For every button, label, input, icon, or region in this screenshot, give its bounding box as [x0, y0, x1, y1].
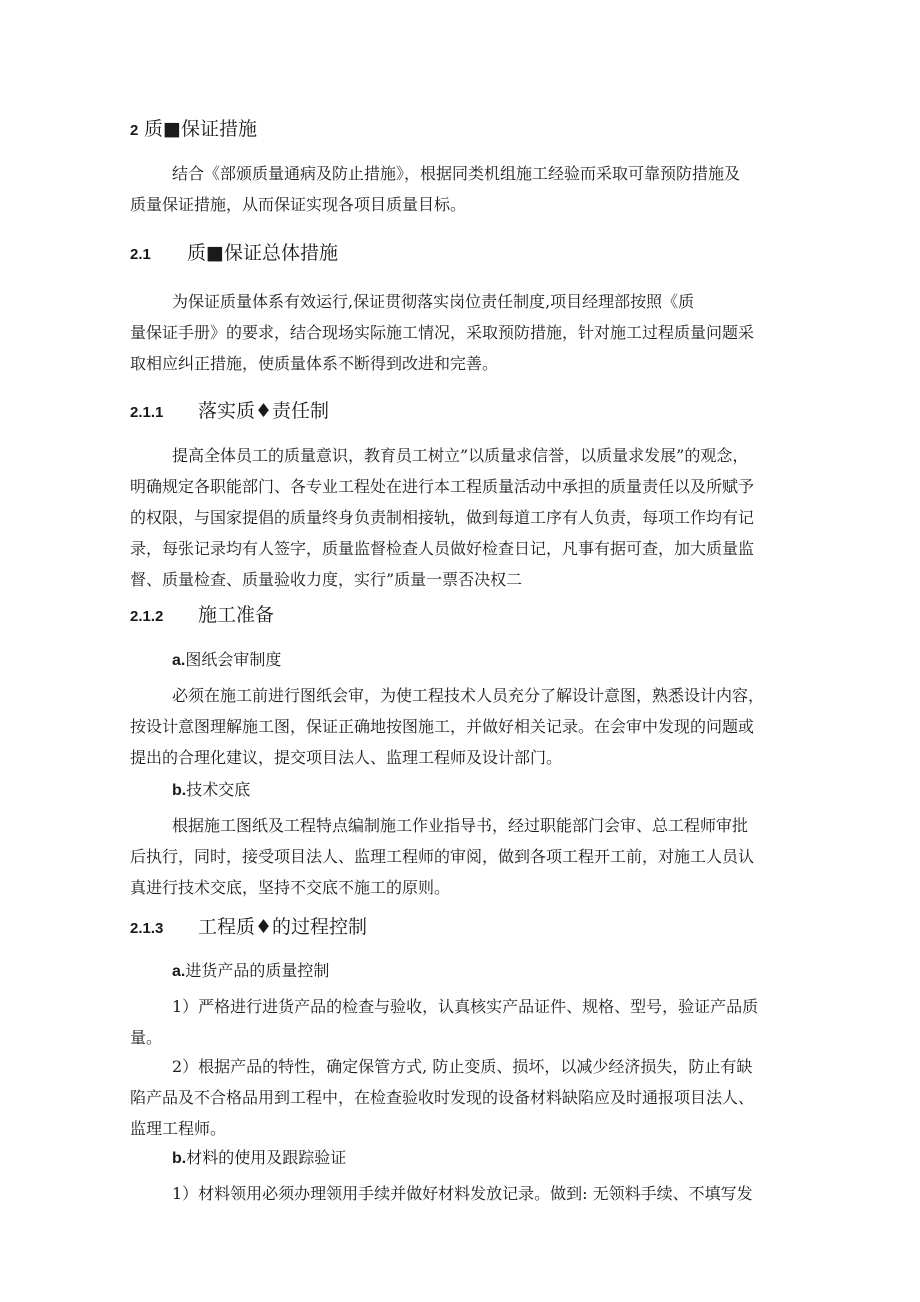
paragraph-line: 2）根据产品的特性，确定保管方式, 防止变质、损坏，以减少经济损失，防止有缺: [172, 1057, 753, 1076]
paragraph-responsibility: [130, 440, 800, 595]
section-number: 2: [130, 122, 139, 139]
paragraph-line: 明确规定各职能部门、各专业工程处在进行本工程质量活动中承担的质量责任以及所赋予: [130, 477, 755, 496]
paragraph-line: 必须在施工前进行图纸会审，为使工程技术人员充分了解设计意图，熟悉设计内容，: [172, 686, 765, 705]
section-title: 质■保证总体措施: [187, 242, 338, 264]
paragraph-line: 陷产品及不合格品用到工程中，在检查验收时发现的设备材料缺陷应及时通报项目法人、: [130, 1088, 755, 1107]
paragraph-incoming-inspection: [130, 991, 800, 1053]
paragraph-technical-briefing: [130, 810, 800, 903]
paragraph-line: 根据施工图纸及工程特点编制施工作业指导书，经过职能部门会审、总工程师审批: [172, 816, 749, 835]
subitem-key: b.: [172, 1150, 187, 1167]
section-number: 2.1.3: [130, 920, 164, 937]
subitem-text: 进货产品的质量控制: [185, 961, 330, 980]
paragraph-line: 提高全体员工的质量意识，教育员工树立”以质量求信誉，以质量求发展”的观念，: [172, 446, 749, 465]
paragraph-material-requisition: [130, 1178, 800, 1209]
paragraph-overall: [130, 286, 800, 379]
section-heading-2-1-2: [130, 600, 274, 627]
subitem-technical-briefing: [172, 777, 250, 800]
subitem-text: 图纸会审制度: [185, 650, 282, 669]
subitem-text: 材料的使用及跟踪验证: [186, 1148, 347, 1167]
paragraph-intro: [130, 158, 800, 220]
paragraph-drawing-review: [130, 680, 800, 773]
paragraph-line: 1）材料领用必须办理领用手续并做好材料发放记录。做到: 无领料手续、不填写发: [172, 1184, 753, 1203]
section-number: 2.1.1: [130, 404, 164, 421]
subitem-text: 技术交底: [186, 780, 251, 799]
paragraph-line: 监理工程师。: [130, 1119, 227, 1138]
section-heading-2-1-3: [130, 912, 367, 939]
paragraph-line: 1）严格进行进货产品的检查与验收，认真核实产品证件、规格、型号，验证产品质: [172, 997, 759, 1016]
section-number: 2.1.2: [130, 608, 164, 625]
section-heading-2-1: [130, 238, 338, 265]
section-title: 质■保证措施: [144, 118, 257, 140]
section-number: 2.1: [130, 246, 151, 263]
paragraph-line: 量保证手册》的要求，结合现场实际施工情况，采取预防措施，针对施工过程质量问题采: [130, 323, 755, 342]
paragraph-line: 量。: [130, 1028, 163, 1047]
subitem-material-usage: [172, 1145, 346, 1168]
paragraph-line: 质量保证措施，从而保证实现各项目质量目标。: [130, 195, 467, 214]
section-title: 工程质♦的过程控制: [198, 916, 368, 938]
paragraph-line: 真进行技术交底，坚持不交底不施工的原则。: [130, 878, 451, 897]
paragraph-line: 取相应纠正措施，使质量体系不断得到改进和完善。: [130, 354, 499, 373]
paragraph-line: 录，每张记录均有人签字，质量监督检查人员做好检查日记，凡事有据可查，加大质量监: [130, 539, 755, 558]
subitem-key: a.: [172, 652, 186, 669]
paragraph-line: 按设计意图理解施工图，保证正确地按图施工，并做好相关记录。在会审中发现的问题或: [130, 717, 755, 736]
section-title: 施工准备: [198, 604, 275, 626]
paragraph-line: 提出的合理化建议，提交项目法人、监理工程师及设计部门。: [130, 748, 563, 767]
paragraph-line: 结合《部颁质量通病及防止措施》，根据同类机组施工经验而采取可靠预防措施及: [172, 164, 741, 183]
subitem-drawing-review: [172, 647, 281, 670]
paragraph-line: 的权限，与国家提倡的质量终身负责制相接轨，做到每道工序有人负责，每项工作均有记: [130, 508, 755, 527]
subitem-key: b.: [172, 782, 187, 799]
paragraph-storage: [130, 1051, 800, 1144]
section-heading-2-1-1: [130, 396, 329, 423]
paragraph-line: 督、质量检查、质量验收力度，实行”质量一票否决权二: [130, 570, 523, 589]
paragraph-line: 后执行，同时，接受项目法人、监理工程师的审阅，做到各项工程开工前，对施工人员认: [130, 847, 755, 866]
subitem-key: a.: [172, 963, 186, 980]
paragraph-line: 为保证质量体系有效运行,保证贯彻落实岗位责任制度,项目经理部按照《质: [172, 292, 695, 311]
section-heading-2: [130, 114, 257, 141]
section-title: 落实质♦责任制: [198, 400, 330, 422]
subitem-incoming-products: [172, 958, 329, 981]
